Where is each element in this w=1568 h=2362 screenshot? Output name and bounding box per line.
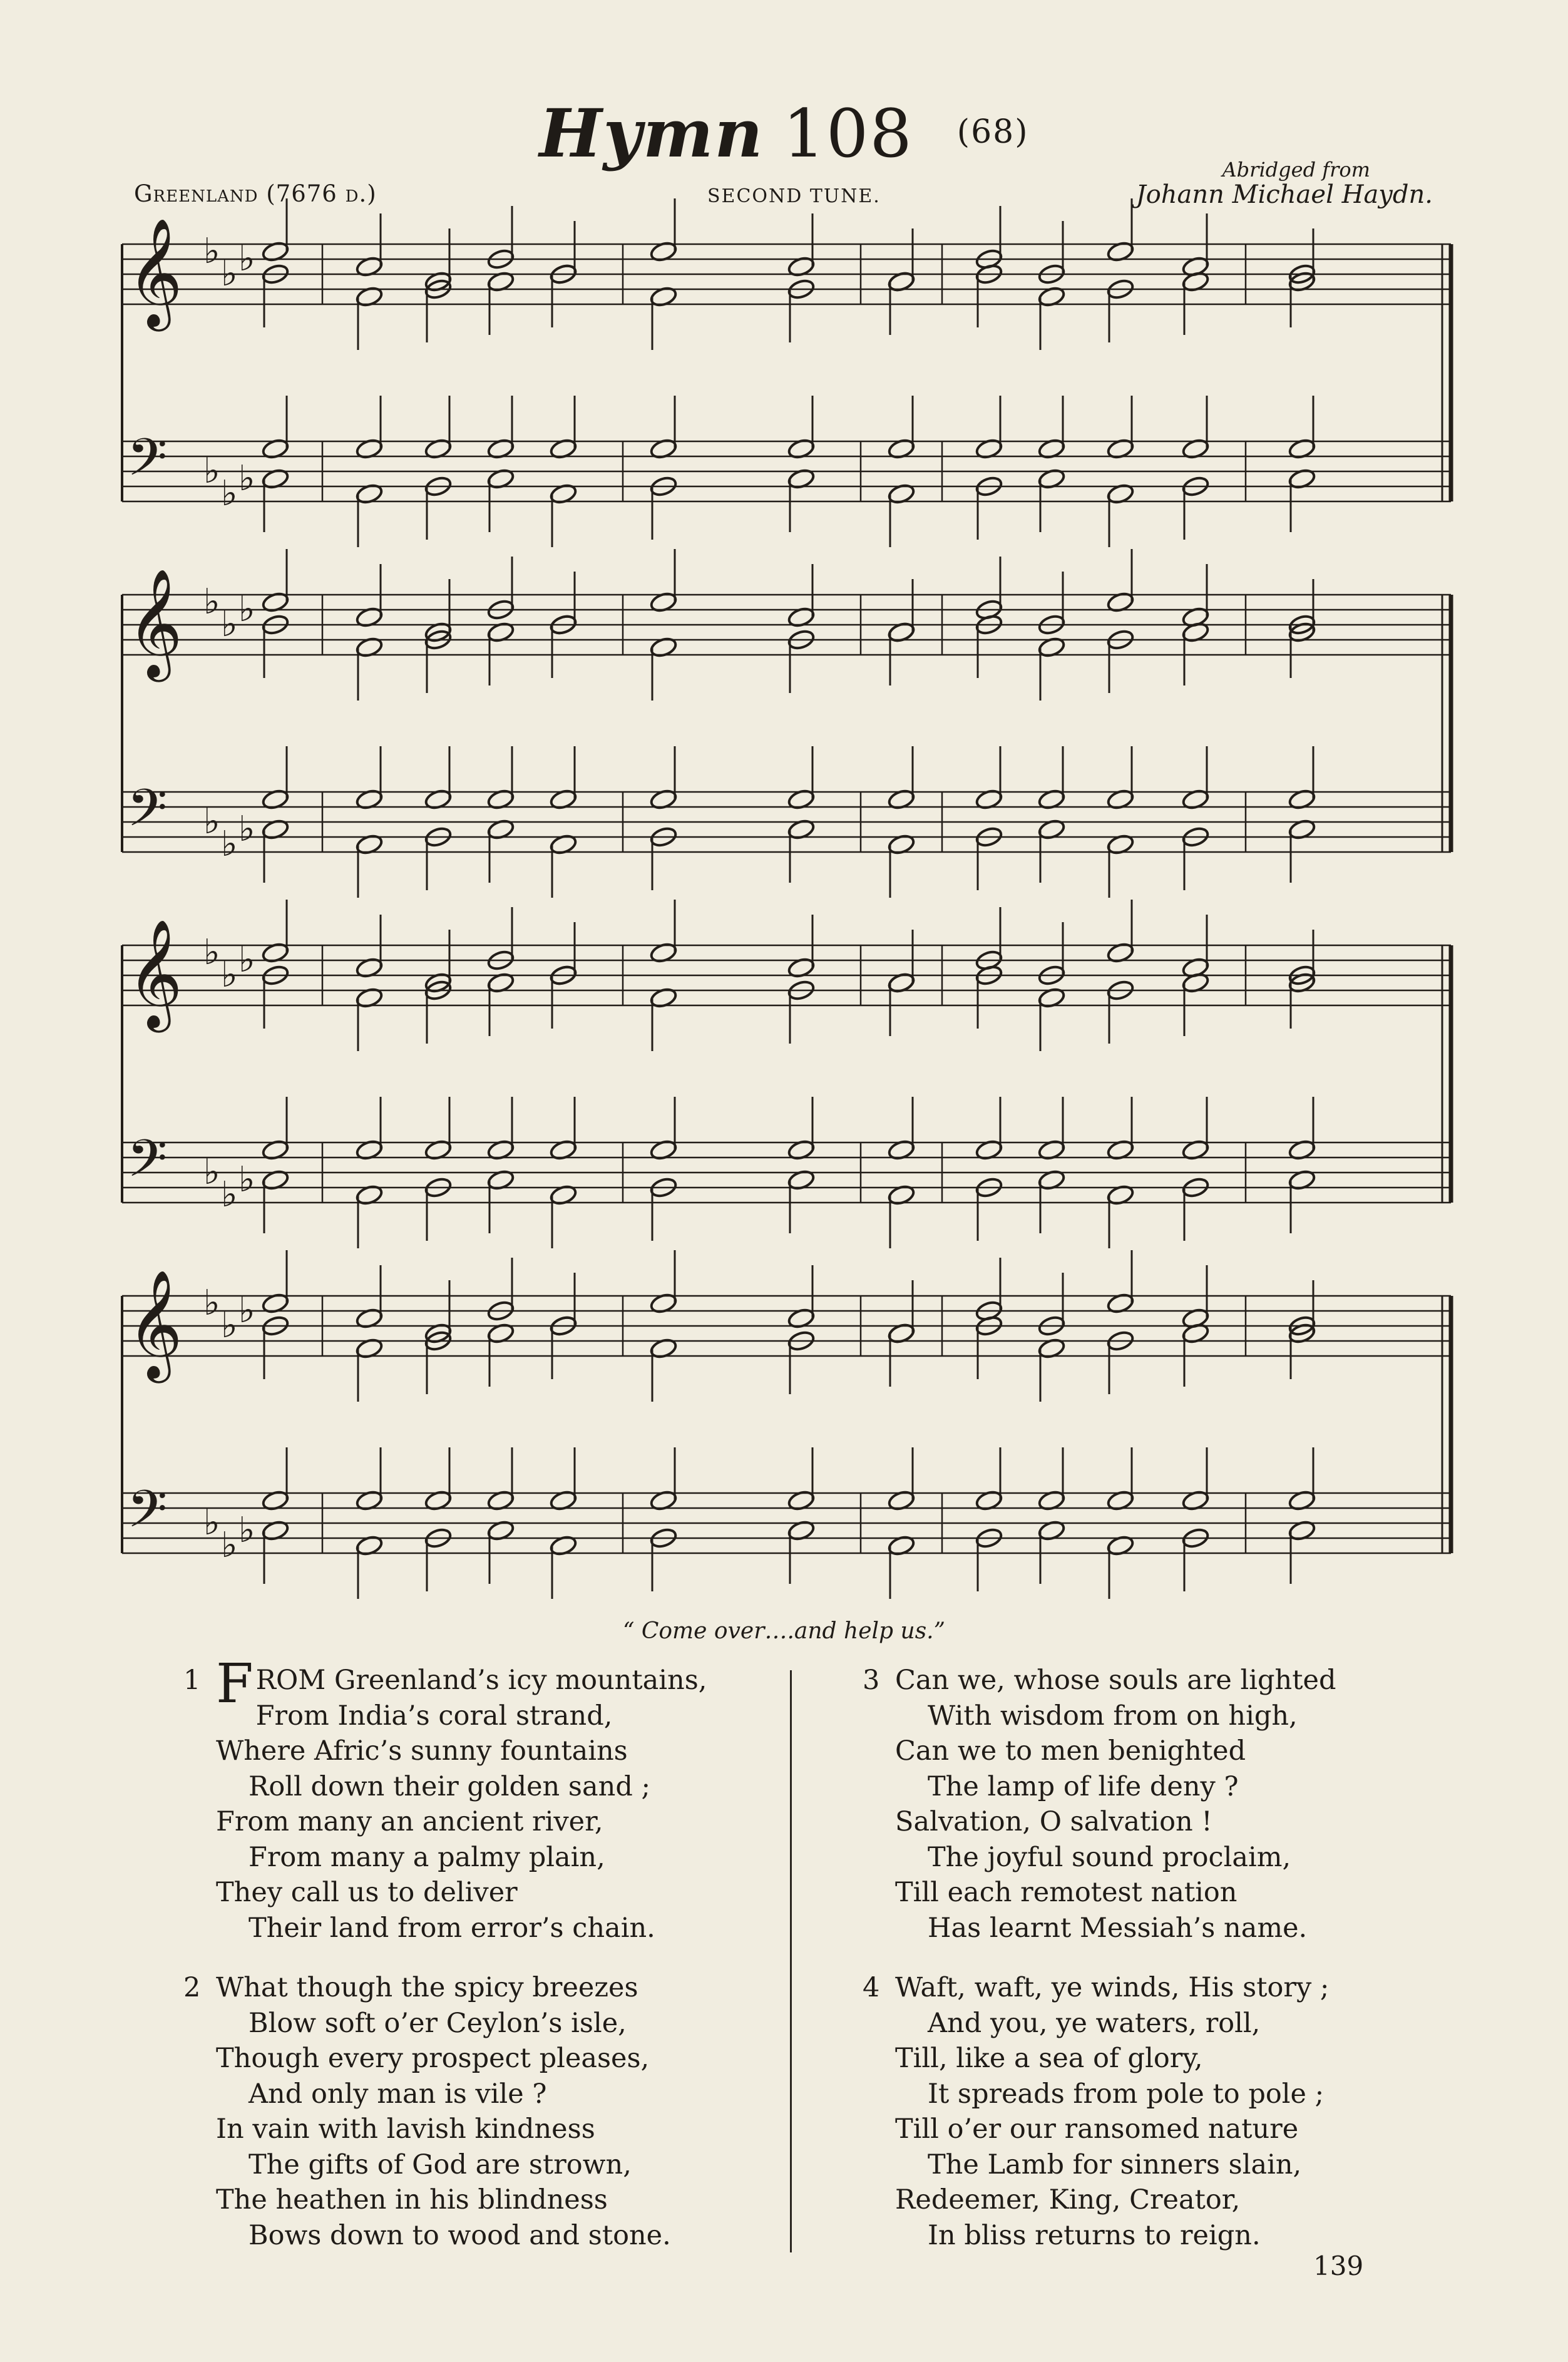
flat-icon: ♭ (203, 932, 220, 973)
flat-icon: ♭ (238, 1159, 255, 1200)
verse-line: Their land from error’s chain. (249, 1912, 655, 1944)
verse-line: Can we, whose souls are lighted (895, 1665, 1336, 1696)
verse-4 (863, 1970, 1330, 2253)
hymn-number: 108 (782, 95, 913, 172)
verse-number: 3 (863, 1665, 880, 1696)
column-divider (790, 1670, 792, 2252)
flat-icon: ♭ (203, 1283, 220, 1323)
verse-line: In vain with lavish kindness (216, 2113, 595, 2145)
flat-icon: ♭ (203, 451, 220, 491)
flat-icon: ♭ (203, 801, 220, 842)
flat-icon: ♭ (238, 940, 255, 980)
drop-cap: F (216, 1653, 254, 1715)
flat-icon: ♭ (238, 239, 255, 279)
verse-3 (863, 1663, 1336, 1946)
verse-line: Blow soft o’er Ceylon’s isle, (249, 2007, 627, 2039)
verse-line: From India’s coral strand, (255, 1700, 613, 1732)
verse-line: The gifts of God are strown, (249, 2149, 632, 2180)
flat-icon: ♭ (221, 1305, 238, 1346)
hymn-word: Hymn (539, 94, 764, 172)
verse-line: Waft, waft, ye winds, His story ; (895, 1972, 1330, 2003)
flat-icon: ♭ (221, 824, 238, 865)
verse-number: 1 (183, 1665, 201, 1696)
verse-line: In bliss returns to reign. (928, 2219, 1261, 2251)
page-number: 139 (1313, 2251, 1364, 2281)
verse-line: And you, ye waters, roll, (928, 2007, 1261, 2039)
verse-line: It spreads from pole to pole ; (928, 2078, 1325, 2110)
verse-line: The joyful sound proclaim, (928, 1841, 1291, 1873)
bass-clef-icon: 𝄢 (127, 1128, 168, 1201)
verse-number: 2 (183, 1972, 201, 2003)
tune-label: SECOND TUNE. (707, 185, 881, 207)
flat-icon: ♭ (221, 473, 238, 514)
verse-line: The lamp of life deny ? (928, 1770, 1239, 1802)
bass-clef-icon: 𝄢 (127, 778, 168, 851)
verse-line: Roll down their golden sand ; (249, 1770, 650, 1802)
tune-name: Greenland (7676 d.) (134, 180, 377, 207)
verse-line: Though every prospect pleases, (216, 2043, 650, 2074)
alt-number: (68) (956, 113, 1029, 151)
flat-icon: ♭ (238, 1510, 255, 1551)
bass-clef-icon: 𝄢 (127, 1479, 168, 1552)
flat-icon: ♭ (221, 604, 238, 645)
attribution-line-2: Johann Michael Haydn. (1135, 180, 1433, 209)
flat-icon: ♭ (203, 1152, 220, 1193)
treble-clef-icon: 𝄞 (127, 218, 183, 327)
verse-line: With wisdom from on high, (928, 1700, 1298, 1732)
verse-2 (183, 1970, 671, 2253)
flat-icon: ♭ (238, 589, 255, 630)
verse-line: Has learnt Messiah’s name. (928, 1912, 1308, 1944)
verse-line: From many a palmy plain, (249, 1841, 605, 1873)
flat-icon: ♭ (203, 582, 220, 622)
flat-icon: ♭ (221, 955, 238, 995)
flat-icon: ♭ (203, 231, 220, 272)
verse-line: Bows down to wood and stone. (249, 2219, 671, 2251)
verse-line: From many an ancient river, (216, 1806, 603, 1837)
flat-icon: ♭ (238, 809, 255, 850)
flat-icon: ♭ (203, 1502, 220, 1543)
verse-line: The Lamb for sinners slain, (928, 2149, 1302, 2180)
attribution-line-1: Abridged from (1222, 158, 1370, 182)
flat-icon: ♭ (221, 254, 238, 294)
verse-line: The heathen in his blindness (216, 2184, 608, 2216)
verse-line: They call us to deliver (216, 1877, 518, 1908)
verse-line: Where Afric’s sunny fountains (216, 1735, 628, 1767)
treble-clef-icon: 𝄞 (127, 919, 183, 1028)
flat-icon: ♭ (221, 1174, 238, 1215)
verse-line: Till, like a sea of glory, (895, 2043, 1203, 2074)
bass-clef-icon: 𝄢 (127, 427, 168, 500)
flat-icon: ♭ (238, 1290, 255, 1331)
verse-line: Can we to men benighted (895, 1735, 1246, 1767)
verse-number: 4 (863, 1972, 880, 2003)
verse-line: What though the spicy breezes (216, 1972, 638, 2003)
verse-line: Till each remotest nation (895, 1877, 1237, 1908)
flat-icon: ♭ (238, 458, 255, 499)
flat-icon: ♭ (221, 1525, 238, 1566)
treble-clef-icon: 𝄞 (127, 568, 183, 677)
verse-line: Redeemer, King, Creator, (895, 2184, 1241, 2216)
verse-line: ROM Greenland’s icy mountains, (255, 1665, 707, 1696)
verse-line: And only man is vile ? (249, 2078, 547, 2110)
verse-1 (183, 1653, 707, 1946)
treble-clef-icon: 𝄞 (127, 1270, 183, 1379)
verse-line: Salvation, O salvation ! (895, 1806, 1212, 1837)
verse-line: Till o’er our ransomed nature (895, 2113, 1299, 2145)
epigraph: “ Come over….and help us.” (622, 1618, 946, 1644)
